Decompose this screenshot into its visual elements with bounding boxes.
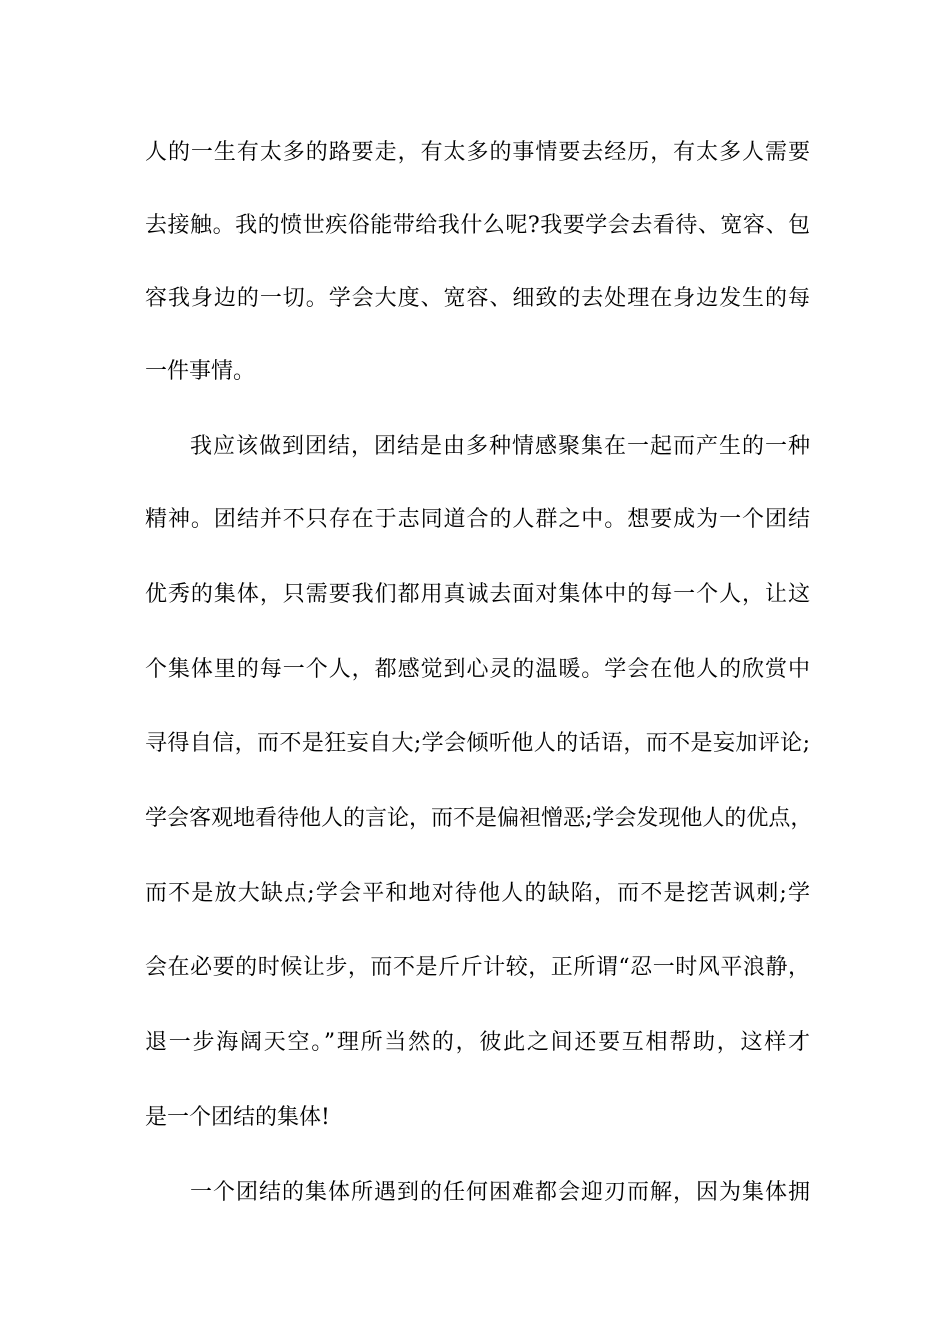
paragraph-1-line-2: 去接触。我的愤世疾俗能带给我什么呢?我要学会去看待、宽容、包 <box>145 213 810 238</box>
paragraph-2-line-10: 是一个团结的集体! <box>145 1105 330 1130</box>
paragraph-2-line-9: 退一步海阔天空。”理所当然的，彼此之间还要互相帮助，这样才 <box>145 1030 810 1055</box>
paragraph-1-line-3: 容我身边的一切。学会大度、宽容、细致的去处理在身边发生的每 <box>145 286 810 311</box>
paragraph-2-line-1: 我应该做到团结，团结是由多种情感聚集在一起而产生的一种 <box>190 434 810 459</box>
paragraph-3-line-1: 一个团结的集体所遇到的任何困难都会迎刃而解，因为集体拥 <box>190 1180 810 1205</box>
paragraph-2-line-5: 寻得自信，而不是狂妄自大;学会倾听他人的话语，而不是妄加评论; <box>145 731 810 756</box>
paragraph-1-line-1: 人的一生有太多的路要走，有太多的事情要去经历，有太多人需要 <box>145 140 810 165</box>
paragraph-1-line-4: 一件事情。 <box>145 359 256 384</box>
paragraph-2-line-2: 精神。团结并不只存在于志同道合的人群之中。想要成为一个团结 <box>145 507 810 532</box>
paragraph-2-line-3: 优秀的集体，只需要我们都用真诚去面对集体中的每一个人，让这 <box>145 582 810 607</box>
paragraph-2-line-8: 会在必要的时候让步，而不是斤斤计较，正所谓“忍一时风平浪静， <box>145 955 810 980</box>
paragraph-2-line-4: 个集体里的每一个人，都感觉到心灵的温暖。学会在他人的欣赏中 <box>145 657 810 682</box>
paragraph-2-line-7: 而不是放大缺点;学会平和地对待他人的缺陷，而不是挖苦讽刺;学 <box>145 881 810 906</box>
paragraph-2-line-6: 学会客观地看待他人的言论，而不是偏袒憎恶;学会发现他人的优点， <box>145 806 813 831</box>
